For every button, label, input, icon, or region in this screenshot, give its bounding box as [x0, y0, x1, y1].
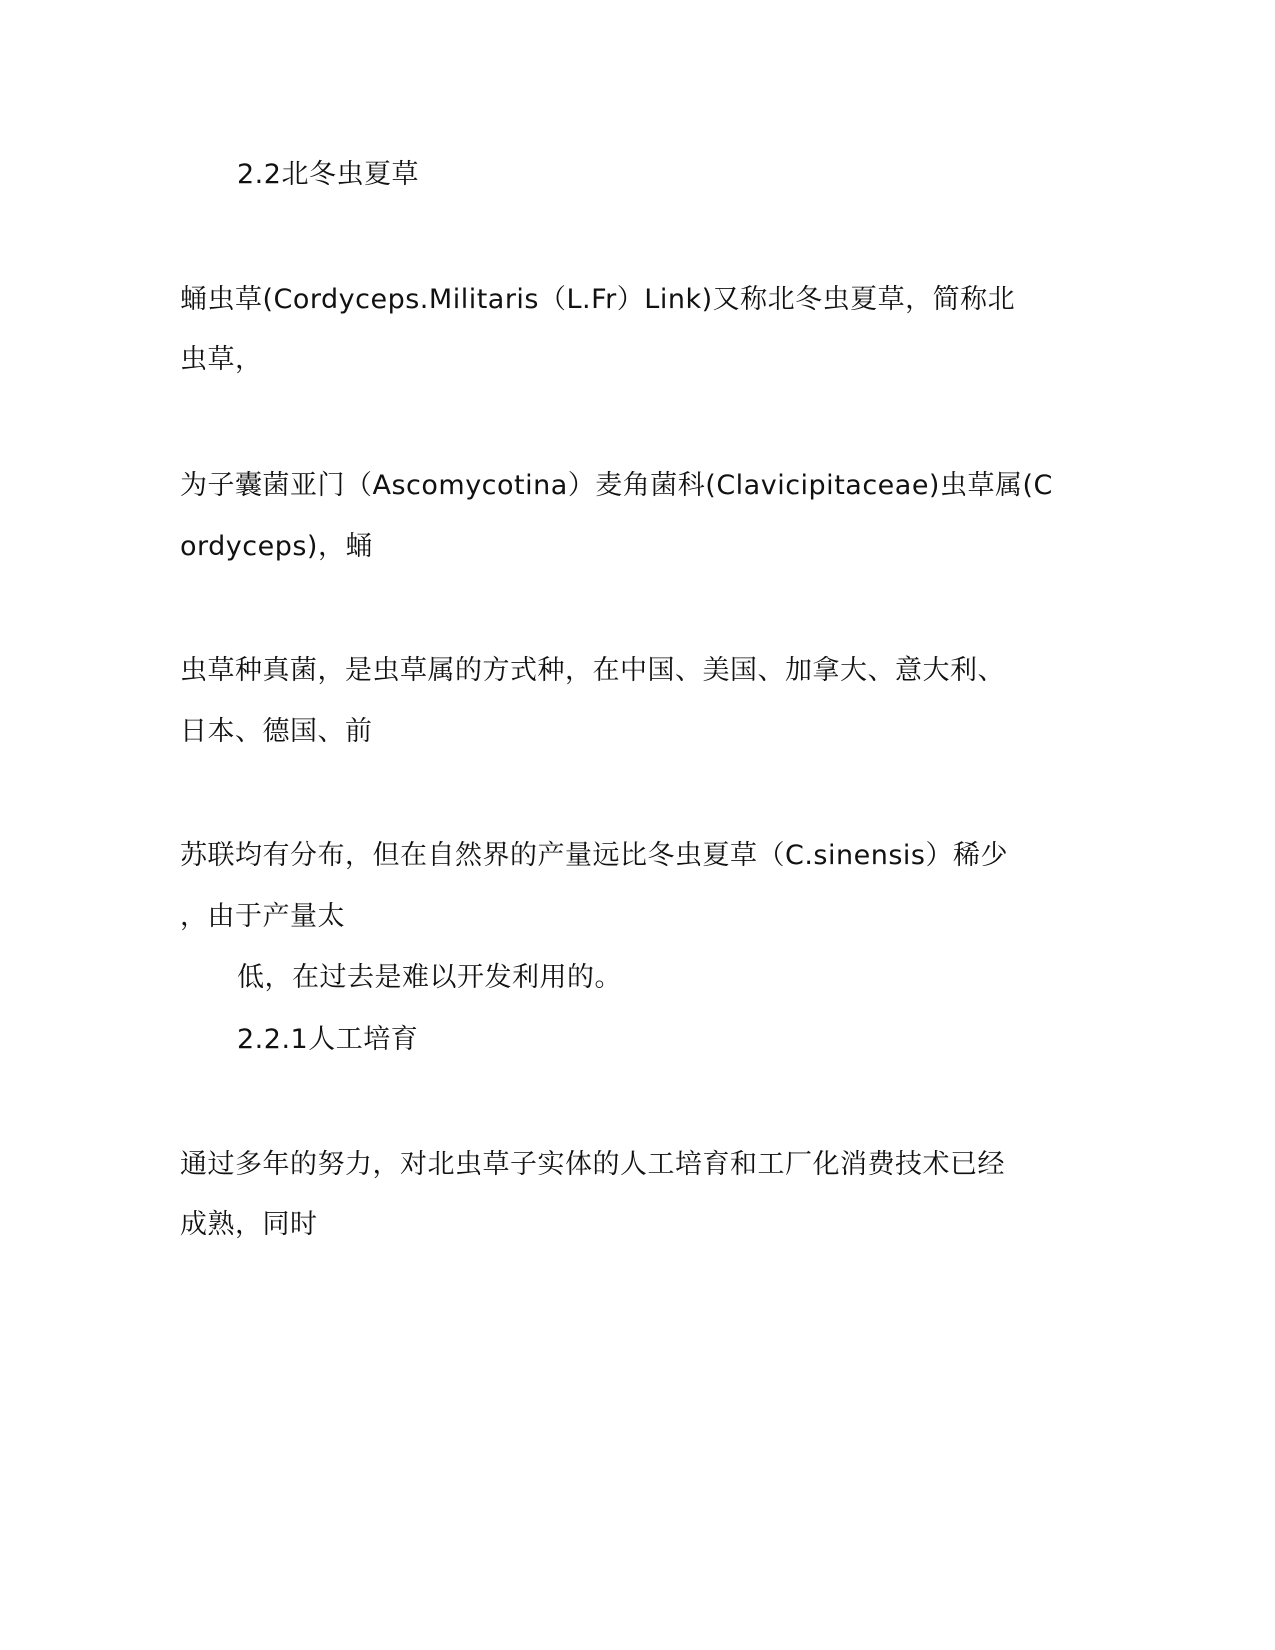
paragraph-line: 为子囊菌亚门（Ascomycotina）麦角菌科(Clavicipitaceae)虫草属(C — [180, 470, 1053, 501]
section-heading-2-2-1: 2.2.1人工培育 — [237, 1024, 419, 1055]
paragraph-line: ，由于产量太 — [180, 901, 345, 932]
paragraph-line: 通过多年的努力，对北虫草子实体的人工培育和工厂化消费技术已经 — [180, 1149, 1005, 1180]
paragraph-line: 成熟，同时 — [180, 1209, 318, 1240]
paragraph-line: 虫草， — [180, 344, 263, 375]
paragraph-line: 苏联均有分布，但在自然界的产量远比冬虫夏草（C.sinensis）稀少 — [180, 840, 1008, 871]
paragraph-line: 虫草种真菌，是虫草属的方式种，在中国、美国、加拿大、意大利、 — [180, 655, 1005, 686]
section-heading-2-2: 2.2北冬虫夏草 — [237, 159, 419, 190]
paragraph-line: 低，在过去是难以开发利用的。 — [237, 962, 622, 993]
paragraph-line: 日本、德国、前 — [180, 716, 373, 747]
paragraph-line: ordyceps)，蛹 — [180, 531, 373, 562]
paragraph-line: 蛹虫草(Cordyceps.Militaris（L.Fr）Link)又称北冬虫夏草，简称北 — [180, 284, 1016, 315]
